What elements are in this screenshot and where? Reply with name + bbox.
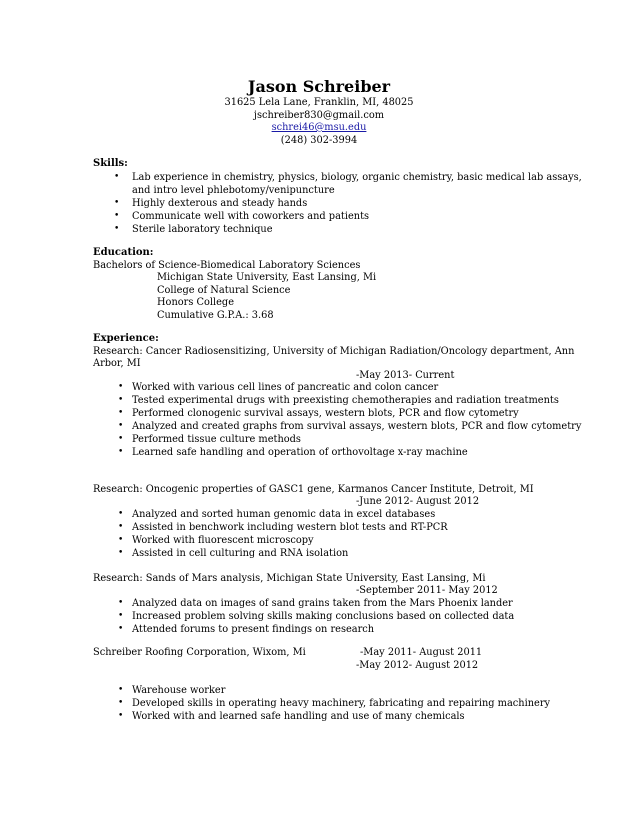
skill-item-continued: and intro level phlebotomy/venipuncture (132, 185, 335, 196)
skills-heading: Skills: (93, 158, 128, 169)
job-item: Tested experimental drugs with preexisting chemotherapies and radiation treatments (132, 395, 559, 406)
job-item: Performed tissue culture methods (132, 434, 301, 445)
bullet: • (114, 224, 120, 234)
job-item: Worked with fluorescent microscopy (132, 535, 314, 546)
bullet: • (118, 711, 124, 721)
job-item: Assisted in benchwork including western blot tests and RT-PCR (132, 522, 448, 533)
job-item: Warehouse worker (132, 685, 226, 696)
job-item: Learned safe handling and operation of orthovoltage x-ray machine (132, 447, 468, 458)
job-date: -June 2012- August 2012 (356, 496, 480, 507)
bullet: • (114, 172, 120, 182)
bullet: • (114, 211, 120, 221)
skill-item: Lab experience in chemistry, physics, biology, organic chemistry, basic medical lab assays, (132, 172, 582, 183)
skill-item: Communicate well with coworkers and patients (132, 211, 370, 222)
bullet: • (118, 447, 124, 457)
job-date: -May 2013- Current (356, 370, 455, 381)
email-primary: jschreiber830@gmail.com (253, 110, 385, 121)
email-secondary-link[interactable]: schrei46@msu.edu (271, 122, 367, 133)
experience-heading: Experience: (93, 333, 159, 344)
bullet: • (118, 611, 124, 621)
candidate-name: Jason Schreiber (247, 77, 391, 96)
job-title: Research: Cancer Radiosensitizing, University of Michigan Radiation/Oncology department, Ann (93, 346, 575, 357)
education-line: College of Natural Science (157, 285, 291, 296)
bullet: • (118, 535, 124, 545)
job-item: Worked with various cell lines of pancreatic and colon cancer (132, 382, 439, 393)
job-item: Analyzed and sorted human genomic data in excel databases (132, 509, 436, 520)
education-heading: Education: (93, 247, 154, 258)
job-date: -May 2012- August 2012 (356, 660, 479, 671)
education-line: Michigan State University, East Lansing, Mi (157, 272, 377, 283)
bullet: • (118, 698, 124, 708)
bullet: • (118, 421, 124, 431)
job-item: Analyzed data on images of sand grains taken from the Mars Phoenix lander (132, 598, 513, 609)
job-item: Worked with and learned safe handling and use of many chemicals (132, 711, 465, 722)
job-item: Developed skills in operating heavy machinery, fabricating and repairing machinery (132, 698, 551, 709)
job-date: -May 2011- August 2011 (360, 647, 483, 658)
job-item: Analyzed and created graphs from survival assays, western blots, PCR and flow cytometry (132, 421, 582, 432)
bullet: • (118, 685, 124, 695)
bullet: • (118, 598, 124, 608)
bullet: • (118, 382, 124, 392)
bullet: • (118, 624, 124, 634)
job-item: Increased problem solving skills making conclusions based on collected data (132, 611, 515, 622)
bullet: • (118, 509, 124, 519)
job-date: -September 2011- May 2012 (356, 585, 498, 596)
bullet: • (118, 408, 124, 418)
bullet: • (118, 434, 124, 444)
education-line: Honors College (157, 297, 235, 308)
bullet: • (118, 522, 124, 532)
bullet: • (114, 198, 120, 208)
bullet: • (118, 395, 124, 405)
job-title: Research: Sands of Mars analysis, Michigan State University, East Lansing, Mi (93, 573, 486, 584)
job-title-continued: Arbor, MI (93, 358, 141, 369)
job-item: Assisted in cell culturing and RNA isolation (132, 548, 349, 559)
job-item: Attended forums to present findings on research (132, 624, 375, 635)
job-title: Research: Oncogenic properties of GASC1 gene, Karmanos Cancer Institute, Detroit, MI (93, 484, 534, 495)
job-title: Schreiber Roofing Corporation, Wixom, Mi (93, 647, 306, 658)
bullet: • (118, 548, 124, 558)
skill-item: Sterile laboratory technique (132, 224, 273, 235)
education-line: Cumulative G.P.A.: 3.68 (157, 310, 274, 321)
skill-item: Highly dexterous and steady hands (132, 198, 308, 209)
degree: Bachelors of Science-Biomedical Laboratory Sciences (93, 260, 361, 271)
job-item: Performed clonogenic survival assays, western blots, PCR and flow cytometry (132, 408, 519, 419)
phone: (248) 302-3994 (280, 135, 358, 146)
address: 31625 Lela Lane, Franklin, MI, 48025 (224, 97, 414, 108)
